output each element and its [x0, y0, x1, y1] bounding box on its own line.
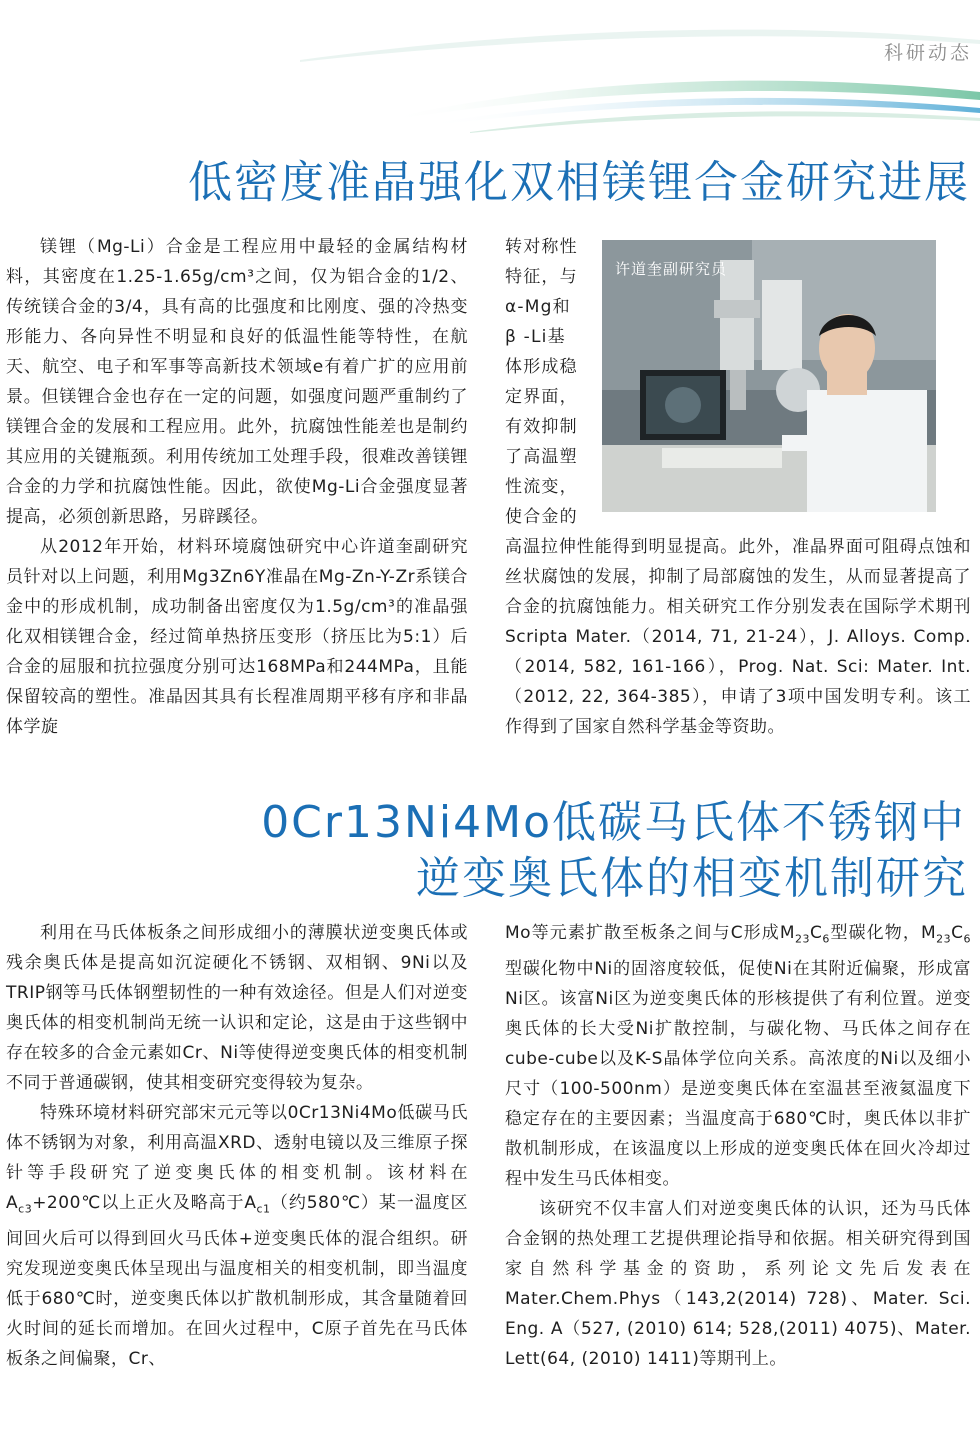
- subscript: 23: [795, 932, 811, 946]
- subscript: c3: [18, 1202, 33, 1216]
- article1-right-column: [505, 532, 971, 742]
- subscript: 23: [936, 932, 952, 946]
- article2-title-line1: 0Cr13Ni4Mo低碳马氏体不锈钢中: [261, 797, 966, 848]
- article1-paragraph-2: 从2012年开始，材料环境腐蚀研究中心许道奎副研究员针对以上问题，利用Mg3Zn6Y准晶在Mg-Zn-Y-Zr系镁合金中的形成机制，成功制备出密度仅为1.5g/cm³的准晶强化双相镁锂合金，经过简单热挤压变形（挤压比为5:1）后合金的屈服和抗拉强度分别可达168MPa和244MPa，且能保留较高的塑性。准晶因其具有长程准周期平移有序和非晶体学旋: [6, 537, 468, 737]
- article2-paragraph-3: [505, 918, 971, 1194]
- article2-paragraph-2: [6, 1098, 468, 1374]
- text-run: 特殊环境材料研究部宋元元等以0Cr13Ni4Mo低碳马氏体不锈钢为对象，利用高温XRD、透射电镜以及三维原子探针等手段研究了逆变奥氏体的相变机制。该材料在A: [6, 1103, 468, 1213]
- text-run: C: [951, 923, 964, 943]
- article2-paragraph-4: 该研究不仅丰富人们对逆变奥氏体的认识，还为马氏体合金钢的热处理工艺提供理论指导和依据。相关研究得到国家自然科学基金的资助，系列论文先后发表在Mater.Chem.Phys（143,2(2014) 728)、Mater. Sci. Eng. A（527, (2010) 614; 528,(2011) 4075)、Mater. Lett(64, (2010) 1411)等期刊上。: [505, 1199, 971, 1370]
- researcher-photo: [602, 240, 936, 512]
- narrow-line: α-Mg和: [505, 297, 571, 317]
- subscript: 6: [963, 932, 971, 946]
- narrow-line: β -Li基: [505, 327, 566, 347]
- narrow-line: 有效抑制: [505, 417, 578, 437]
- text-run: 型碳化物中Ni的固溶度较低，促使Ni在其附近偏聚，形成富Ni区。该富Ni区为逆变奥氏体的形核提供了有利位置。逆变奥氏体的长大受Ni扩散控制，与碳化物、马氏体之间存在cube-cube以及K-S晶体学位向关系。高浓度的Ni以及细小尺寸（100-500nm）是逆变奥氏体在室温甚至液氦温度下稳定存在的主要因素；当温度高于680℃时，奥氏体以非扩散机制形成，在该温度以上形成的逆变奥氏体在回火冷却过程中发生马氏体相变。: [505, 959, 971, 1190]
- text-run: +200℃以上正火及略高于A: [32, 1193, 257, 1213]
- article1-narrow-column: [505, 232, 597, 532]
- narrow-line: 体形成稳: [505, 357, 578, 377]
- article1-left-column: [6, 232, 468, 742]
- narrow-line: 使合金的: [505, 507, 578, 527]
- text-run: Mo等元素扩散至板条之间与C形成M: [505, 923, 796, 943]
- subscript: c1: [256, 1202, 271, 1216]
- subscript: 6: [822, 932, 830, 946]
- narrow-line: 转对称性: [505, 237, 578, 257]
- narrow-line: 特征，与: [505, 267, 578, 287]
- article2-right-column: [505, 918, 971, 1374]
- photo-caption: 许道奎副研究员: [615, 260, 728, 278]
- narrow-line: 性流变，: [505, 477, 578, 497]
- narrow-line: 了高温塑: [505, 447, 578, 467]
- article1-paragraph-1: 镁锂（Mg-Li）合金是工程应用中最轻的金属结构材料，其密度在1.25-1.65g/cm³之间，仅为铝合金的1/2、传统镁合金的3/4，具有高的比强度和比刚度、强的冷热变形能力、各向异性不明显和良好的低温性能等特性，在航天、航空、电子和军事等高新技术领域e有着广扩的应用前景。但镁锂合金也存在一定的问题，如强度问题严重制约了镁锂合金的发展和工程应用。此外，抗腐蚀性能差也是制约其应用的关键瓶颈。利用传统加工处理手段，很难改善镁锂合金的力学和抗腐蚀性能。因此，欲使Mg-Li合金强度显著提高，必须创新思路，另辟蹊径。: [6, 237, 468, 527]
- article2-left-column: [6, 918, 468, 1374]
- article2-paragraph-1: 利用在马氏体板条之间形成细小的薄膜状逆变奥氏体或残余奥氏体是提高如沉淀硬化不锈钢、双相钢、9Ni以及TRIP钢等马氏体钢塑韧性的一种有效途径。但是人们对逆变奥氏体的相变机制尚无统一认识和定论，这是由于这些钢中存在较多的合金元素如Cr、Ni等使得逆变奥氏体的相变机制不同于普通碳钢，使其相变研究变得较为复杂。: [6, 923, 468, 1093]
- text-run: （约580℃）某一温度区间回火后可以得到回火马氏体+逆变奥氏体的混合组织。研究发现逆变奥氏体呈现出与温度相关的相变机制，即当温度低于680℃时，逆变奥氏体以扩散机制形成，其含量随着回火时间的延长而增加。在回火过程中，C原子首先在马氏体板条之间偏聚，Cr、: [6, 1193, 468, 1370]
- narrow-line: 定界面，: [505, 387, 578, 407]
- article2-title-line2: 逆变奥氏体的相变机制研究: [416, 853, 968, 904]
- article1-paragraph-3: 高温拉伸性能得到明显提高。此外，准晶界面可阻碍点蚀和丝状腐蚀的发展，抑制了局部腐蚀的发生，从而显著提高了合金的抗腐蚀能力。相关研究工作分别发表在国际学术期刊Scripta Mater.（2014, 71, 21-24），J. Alloys. Comp.（2014, 582, 161-166），Prog. Nat. Sci: Mater. Int.（2012, 22, 364-385），申请了3项中国发明专利。该工作得到了国家自然科学基金等资助。: [505, 537, 971, 737]
- article1-title: 低密度准晶强化双相镁锂合金研究进展: [188, 157, 970, 208]
- section-label: 科研动态: [883, 42, 972, 64]
- text-run: C: [810, 923, 823, 943]
- text-run: 型碳化物，M: [829, 923, 937, 943]
- header-swoosh-decoration: [0, 0, 980, 140]
